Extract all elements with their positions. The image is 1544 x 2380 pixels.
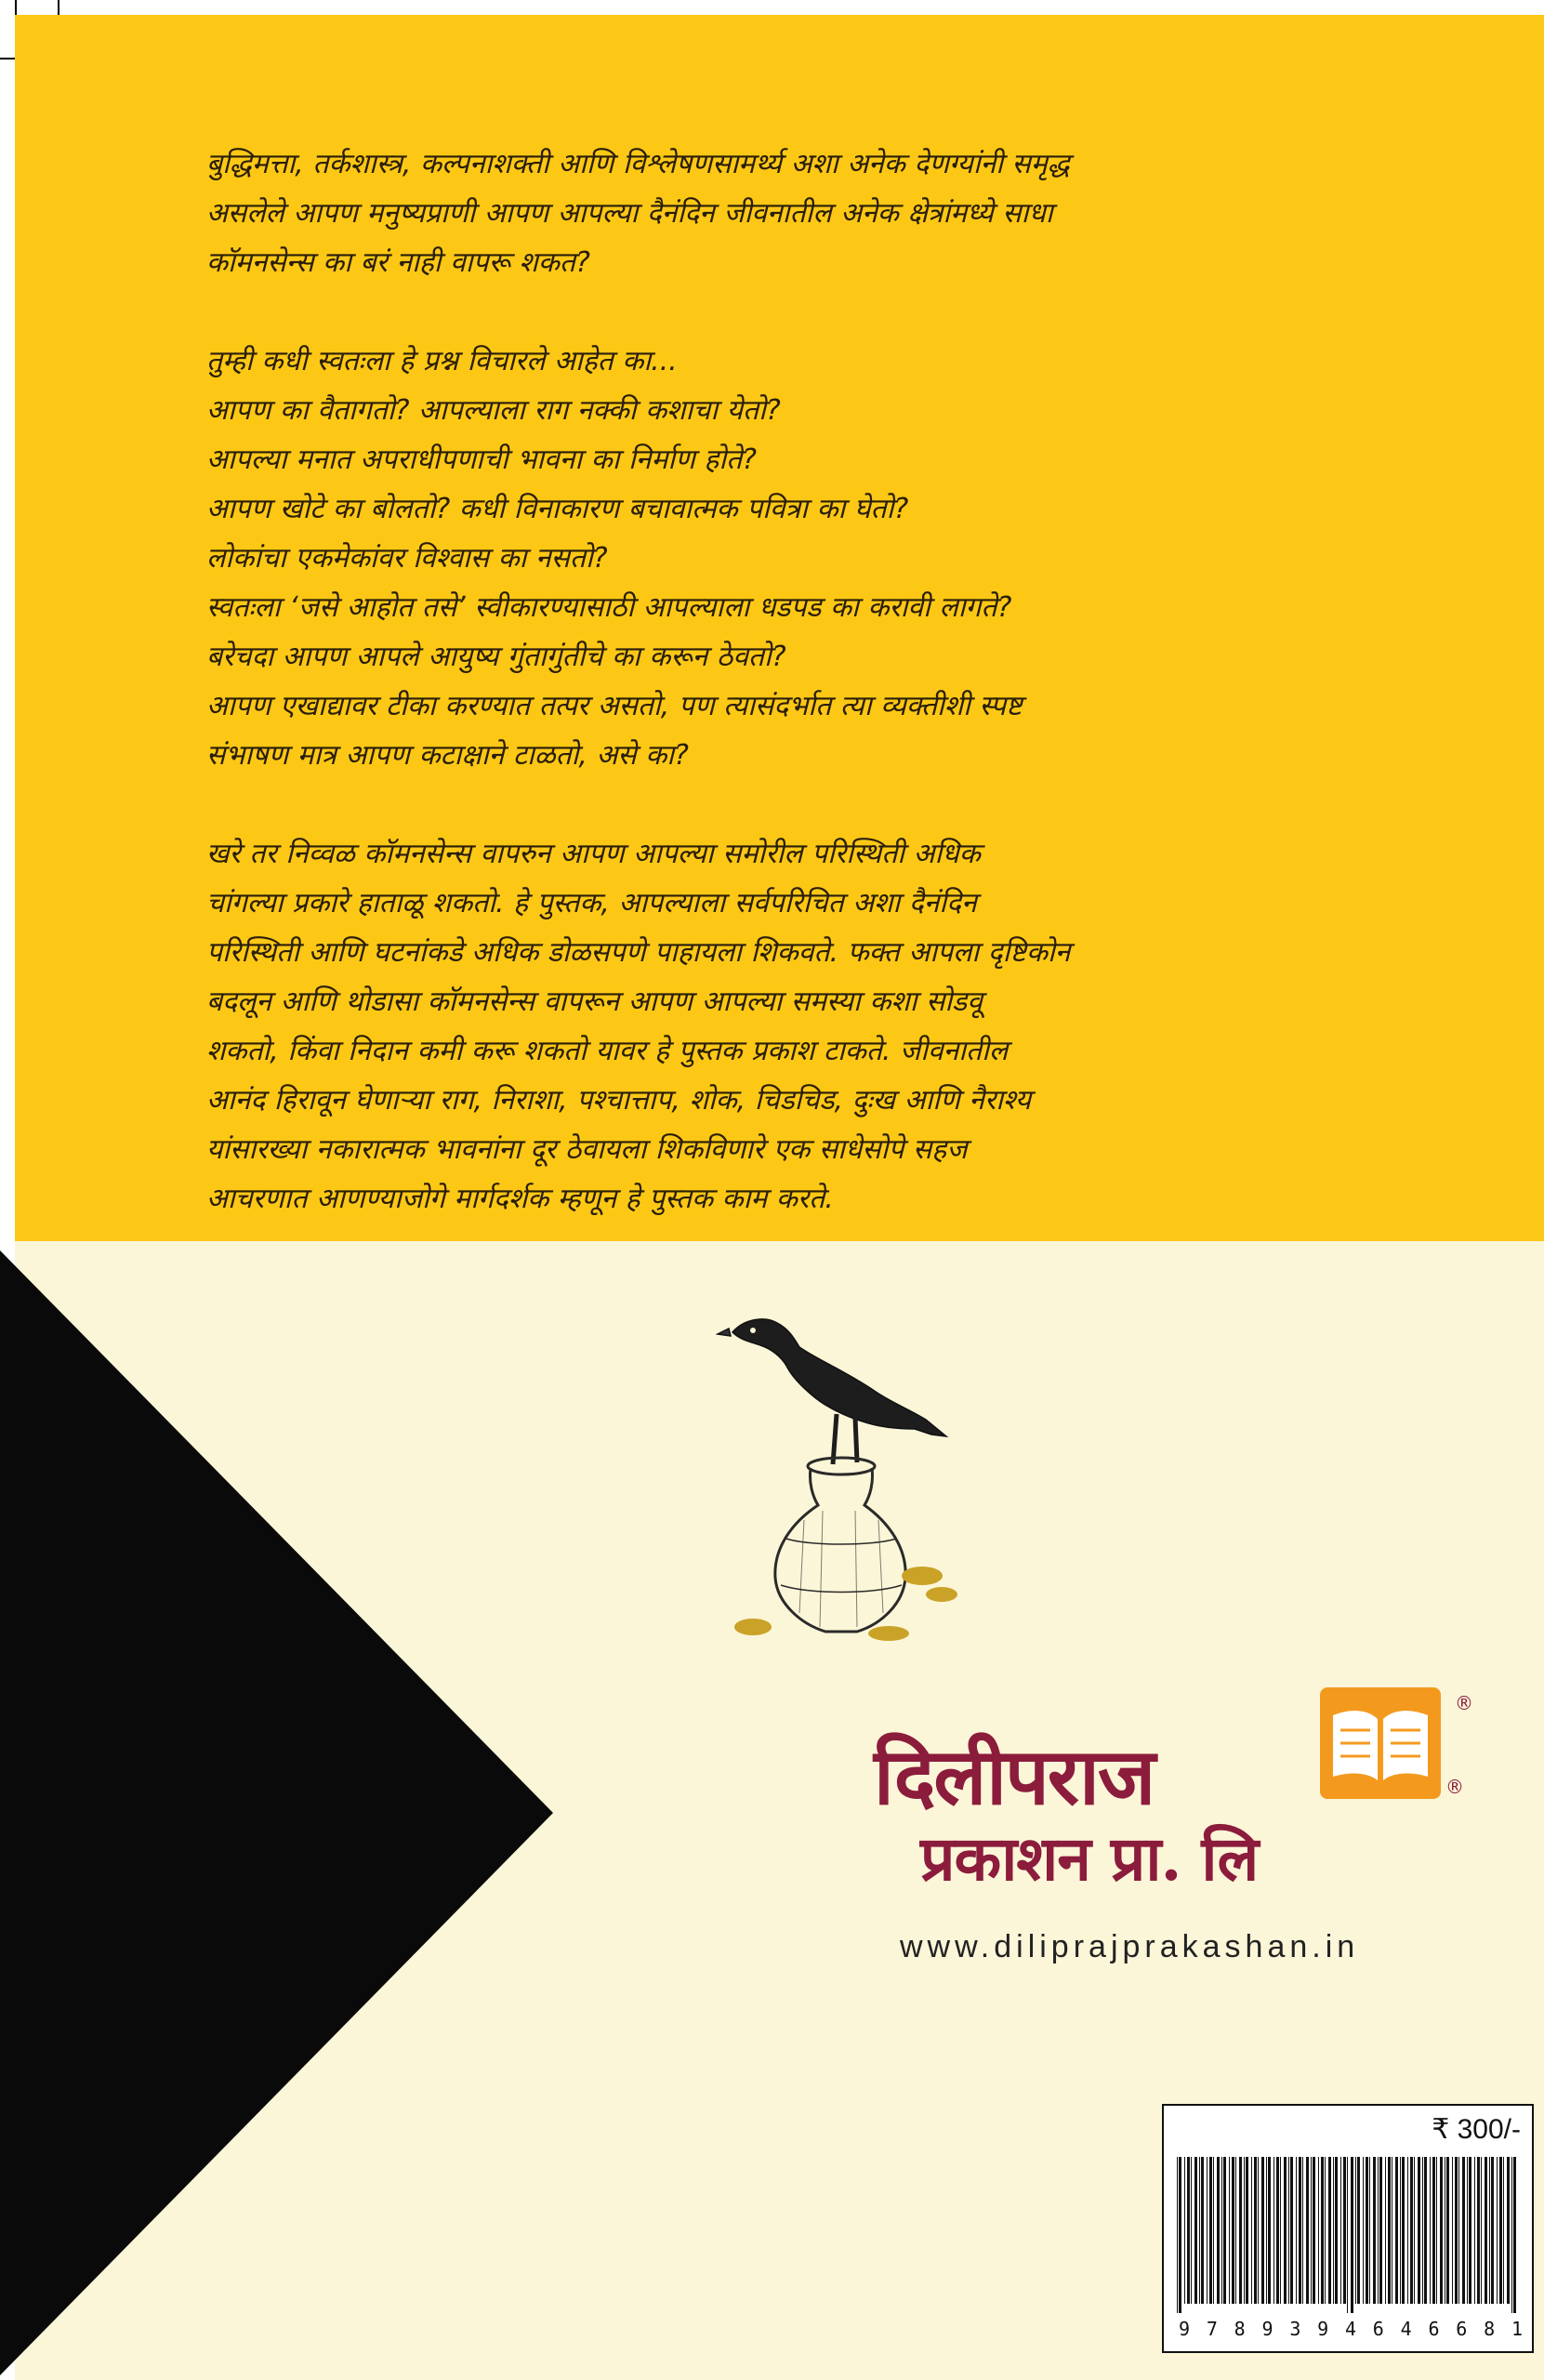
barcode-bar xyxy=(1388,2157,1391,2304)
barcode-bar xyxy=(1481,2157,1482,2304)
barcode-bar xyxy=(1221,2157,1222,2304)
blurb-line: बरेचदा आपण आपले आयुष्य गुंतागुंतीचे का करून ठेवतो? xyxy=(206,641,786,673)
barcode-bar xyxy=(1503,2157,1504,2304)
barcode-bar xyxy=(1455,2157,1458,2304)
isbn-digit: 6 xyxy=(1372,2318,1384,2340)
barcode-bar xyxy=(1254,2157,1257,2304)
barcode-bar xyxy=(1407,2157,1408,2304)
barcode-bar xyxy=(1288,2157,1289,2304)
barcode-bar xyxy=(1357,2157,1360,2304)
blurb-paragraph-2 xyxy=(206,337,1415,780)
barcode-bar xyxy=(1474,2157,1475,2304)
barcode-bar xyxy=(1497,2157,1498,2304)
blurb-line: संभाषण मात्र आपण कटाक्षाने टाळतो, असे का? xyxy=(206,739,689,772)
barcode-bar xyxy=(1194,2157,1197,2304)
barcode-bar xyxy=(1485,2157,1487,2304)
blurb-line: शकतो, किंवा निदान कमी करू शकतो यावर हे पुस्तक प्रकाश टाकते. जीवनातील xyxy=(206,1035,1009,1067)
barcode-bar xyxy=(1276,2157,1279,2304)
isbn-digit: 9 xyxy=(1261,2318,1273,2340)
isbn-digit: 6 xyxy=(1428,2318,1440,2340)
blurb-line: आपण एखाद्यावर टीका करण्यात तत्पर असतो, पण त्यासंदर्भात त्या व्यक्तीशी स्पष्ट xyxy=(206,690,1023,722)
isbn-digit: 8 xyxy=(1234,2318,1246,2340)
barcode-bar xyxy=(1290,2157,1293,2304)
barcode-bar xyxy=(1266,2157,1267,2304)
barcode-bar xyxy=(1223,2157,1226,2304)
barcode-bar xyxy=(1351,2157,1353,2313)
barcode-bar xyxy=(1280,2157,1281,2304)
barcode-bar xyxy=(1284,2157,1287,2304)
barcode-bar xyxy=(1366,2157,1368,2304)
barcode-bar xyxy=(1179,2157,1181,2313)
blurb-line: चांगल्या प्रकारे हाताळू शकतो. हे पुस्तक, आपल्याला सर्वपरिचित अशा दैनंदिन xyxy=(206,887,977,919)
open-book-icon xyxy=(1320,1687,1441,1799)
blurb-line: स्वतःला ‘जसे आहोत तसे’ स्वीकारण्यासाठी आपल्याला धडपड का करावी लागते? xyxy=(206,591,1012,624)
barcode-bar xyxy=(1184,2157,1185,2304)
blurb-line: आपण का वैतागतो? आपल्याला राग नक्की कशाचा येतो? xyxy=(206,394,781,427)
isbn-digits xyxy=(1179,2318,1523,2340)
barcode-bar xyxy=(1318,2157,1319,2304)
barcode-bar xyxy=(1201,2157,1204,2304)
blurb-line: आचरणात आणण्याजोगे मार्गदर्शक म्हणून हे पुस्तक काम करते. xyxy=(206,1183,834,1215)
barcode-bar xyxy=(1321,2157,1324,2304)
barcode-bar xyxy=(1302,2157,1303,2304)
barcode-bar xyxy=(1369,2157,1370,2304)
barcode-bar xyxy=(1373,2157,1376,2304)
isbn-digit: 1 xyxy=(1511,2318,1523,2340)
isbn-digit: 7 xyxy=(1206,2318,1218,2340)
blurb-paragraph-1 xyxy=(206,139,1415,287)
blurb-line: बुद्धिमत्ता, तर्कशास्त्र, कल्पनाशक्ती आणि विश्लेषणसामर्थ्य अशा अनेक देणग्यांनी समृद्ध xyxy=(206,148,1070,180)
registered-mark: ® xyxy=(1455,1692,1473,1714)
barcode-bar xyxy=(1418,2157,1420,2304)
barcode-bar xyxy=(1191,2157,1192,2304)
barcode-bar xyxy=(1258,2157,1259,2304)
barcode-bar xyxy=(1239,2157,1242,2304)
barcode-bar xyxy=(1400,2157,1401,2304)
barcode-bar xyxy=(1235,2157,1236,2304)
barcode-bar xyxy=(1499,2157,1502,2304)
barcode-bar xyxy=(1229,2157,1230,2304)
barcode-bar xyxy=(1328,2157,1331,2304)
barcode-bar xyxy=(1452,2157,1453,2304)
blurb-line: बदलून आणि थोडासा कॉमनसेन्स वापरून आपण आपल्या समस्या कशा सोडवू xyxy=(206,985,983,1018)
barcode-bar xyxy=(1355,2157,1356,2304)
crop-mark-top xyxy=(58,0,59,15)
isbn-digit: 3 xyxy=(1289,2318,1301,2340)
barcode-bar xyxy=(1296,2157,1297,2304)
barcode-bar xyxy=(1440,2157,1443,2304)
barcode-bar xyxy=(1299,2157,1301,2304)
blurb-line: खरे तर निव्वळ कॉमनसेन्स वापरुन आपण आपल्या समोरील परिस्थिती अधिक xyxy=(206,838,981,870)
barcode-bar xyxy=(1177,2157,1178,2313)
barcode-bar xyxy=(1422,2157,1423,2304)
barcode-bar xyxy=(1340,2157,1341,2304)
barcode-bar xyxy=(1402,2157,1405,2304)
barcode-bar xyxy=(1311,2157,1312,2304)
barcode-bar xyxy=(1347,2157,1348,2313)
barcode-bar xyxy=(1489,2157,1490,2304)
barcode-bar xyxy=(1395,2157,1398,2304)
publisher-website: www.diliprajprakashan.in xyxy=(900,1929,1360,1964)
crop-mark-left xyxy=(0,58,15,60)
barcode-bar xyxy=(1209,2157,1212,2304)
barcode-bar xyxy=(1199,2157,1200,2304)
barcode-bar xyxy=(1385,2157,1386,2304)
blurb-line: तुम्ही कधी स्वतःला हे प्रश्न विचारले आहेत का... xyxy=(206,345,678,377)
isbn-digit: 8 xyxy=(1484,2318,1496,2340)
barcode-bar xyxy=(1378,2157,1379,2304)
isbn-digit: 9 xyxy=(1317,2318,1329,2340)
isbn-digit: 9 xyxy=(1179,2318,1191,2340)
price-label: ₹ 300/- xyxy=(1432,2114,1521,2145)
isbn-digit: 4 xyxy=(1344,2318,1357,2340)
barcode-bar xyxy=(1513,2157,1516,2313)
barcode-bar xyxy=(1273,2157,1274,2304)
barcode-bar xyxy=(1410,2157,1413,2304)
barcode-bar xyxy=(1507,2157,1510,2304)
barcode-bar xyxy=(1477,2157,1480,2304)
barcode-bar xyxy=(1379,2157,1382,2304)
blurb-paragraph-3 xyxy=(206,829,1415,1223)
barcode-bar xyxy=(1430,2157,1431,2304)
barcode-bar xyxy=(1363,2157,1364,2304)
barcode-bar xyxy=(1246,2157,1248,2304)
isbn-digit: 6 xyxy=(1456,2318,1468,2340)
barcode-bar xyxy=(1446,2157,1449,2304)
barcode-bar xyxy=(1467,2157,1468,2304)
barcode-bar xyxy=(1424,2157,1427,2304)
barcode-bar xyxy=(1436,2157,1437,2304)
black-triangle-decoration xyxy=(0,1250,576,2380)
registered-mark-2: ® xyxy=(1445,1776,1464,1798)
barcode-bar xyxy=(1268,2157,1271,2304)
barcode-bar xyxy=(1325,2157,1326,2304)
blurb-text xyxy=(206,139,1415,1273)
blurb-line: आपल्या मनात अपराधीपणाची भावना का निर्माण होते? xyxy=(206,443,758,476)
barcode-bar xyxy=(1333,2157,1334,2304)
barcode-bar xyxy=(1251,2157,1252,2304)
barcode-bar xyxy=(1244,2157,1245,2304)
blurb-line: कॉमनसेन्स का बरं नाही वापरू शकत? xyxy=(206,246,590,279)
barcode-bar xyxy=(1343,2157,1346,2304)
barcode-bar xyxy=(1213,2157,1214,2304)
crow-on-pot-icon xyxy=(716,1306,957,1641)
barcode-bar xyxy=(1462,2157,1465,2304)
barcode-bar xyxy=(1469,2157,1471,2304)
barcode-box xyxy=(1162,2104,1534,2353)
barcode-bar xyxy=(1335,2157,1338,2304)
barcode-icon xyxy=(1177,2157,1523,2313)
barcode-bar xyxy=(1414,2157,1415,2304)
barcode-bar xyxy=(1491,2157,1494,2304)
blurb-line: लोकांचा एकमेकांवर विश्वास का नसतो? xyxy=(206,542,608,575)
blurb-line: असलेले आपण मनुष्यप्राणी आपण आपल्या दैनंदिन जीवनातील अनेक क्षेत्रांमध्ये साधा xyxy=(206,197,1053,230)
blurb-line: परिस्थिती आणि घटनांकडे अधिक डोळसपणे पाहायला शिकवते. फक्त आपला दृष्टिकोन xyxy=(206,936,1071,969)
barcode-bar xyxy=(1187,2157,1190,2304)
barcode-bar xyxy=(1432,2157,1435,2304)
barcode-bar xyxy=(1261,2157,1264,2304)
barcode-bar xyxy=(1313,2157,1315,2304)
barcode-bar xyxy=(1458,2157,1459,2304)
blurb-line: आपण खोटे का बोलतो? कधी विनाकारण बचावात्मक पवित्रा का घेतो? xyxy=(206,493,909,525)
barcode-bar xyxy=(1306,2157,1309,2304)
isbn-digit: 4 xyxy=(1400,2318,1412,2340)
blurb-line: आनंद हिरावून घेणाऱ्या राग, निराशा, पश्चात्ताप, शोक, चिडचिड, दुःख आणि नैराश्य xyxy=(206,1084,1032,1117)
barcode-bar xyxy=(1232,2157,1234,2304)
barcode-bar xyxy=(1511,2157,1512,2313)
barcode-bar xyxy=(1217,2157,1220,2304)
crow-eye-icon xyxy=(750,1328,756,1333)
blurb-line: यांसारख्या नकारात्मक भावनांना दूर ठेवायला शिकविणारे एक साधेसोपे सहज xyxy=(206,1133,968,1166)
publisher-name-line2: प्रकाशन प्रा. लि xyxy=(920,1822,1259,1895)
publisher-name-line1: दिलीपराज xyxy=(874,1730,1155,1822)
